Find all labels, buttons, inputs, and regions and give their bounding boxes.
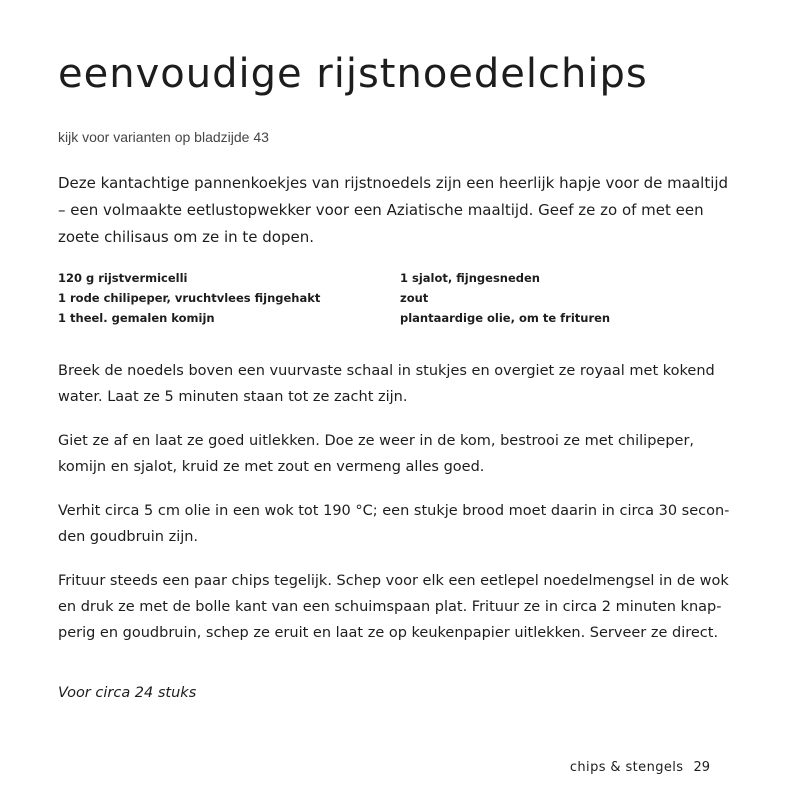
section-name: chips & stengels [569,760,684,775]
ingredient-item: 1 theel. gemalen komijn [58,311,215,325]
ingredient-item: zout [400,291,429,305]
ingredient-item: 1 sjalot, fijngesneden [400,271,540,285]
page-footer [570,760,710,776]
ingredient-item: 120 g rijstvermicelli [58,271,188,285]
instruction-line: Frituur steeds een paar chips tegelijk. Schep voor elk een eetlepel noedelmengsel in de wok [58,573,729,589]
instruction-step [58,428,748,480]
instruction-step [58,498,748,550]
instruction-line: Breek de noedels boven een vuurvaste schaal in stukjes en overgiet ze royaal met kokend [58,363,715,379]
instruction-line: den goudbruin zijn. [58,529,199,545]
ingredients-list [58,268,758,334]
recipe-yield: Voor circa 24 stuks [58,685,197,701]
ingredient-item: 1 rode chilipeper, vruchtvlees fijngehakt [58,291,321,305]
instruction-step [58,358,748,410]
instruction-line: Giet ze af en laat ze goed uitlekken. Doe ze weer in de kom, bestrooi ze met chilipeper, [58,433,695,449]
ingredient-item: plantaardige olie, om te frituren [400,311,611,325]
intro-line: Deze kantachtige pannenkoekjes van rijstnoedels zijn een heerlijk hapje voor de maaltijd [58,174,729,192]
intro-line: – een volmaakte eetlustopwekker voor een Aziatische maaltijd. Geef ze zo of met een [58,201,704,219]
instruction-line: komijn en sjalot, kruid ze met zout en vermeng alles goed. [58,459,485,475]
instruction-line: Verhit circa 5 cm olie in een wok tot 190 °C; een stukje brood moet daarin in circa 30 secon- [58,503,730,519]
recipe-title: eenvoudige rijstnoedelchips [58,51,648,97]
variants-reference: kijk voor varianten op bladzijde 43 [58,129,269,145]
instruction-line: en druk ze met de bolle kant van een schuimspaan plat. Frituur ze in circa 2 minuten knap- [58,599,722,615]
page-number: 29 [693,760,710,775]
instruction-line: perig en goudbruin, schep ze eruit en laat ze op keukenpapier uitlekken. Serveer ze direct. [58,625,719,641]
intro-line: zoete chilisaus om ze in te dopen. [58,228,314,246]
instruction-line: water. Laat ze 5 minuten staan tot ze zacht zijn. [58,389,408,405]
recipe-intro [58,170,738,251]
instruction-step [58,568,748,646]
